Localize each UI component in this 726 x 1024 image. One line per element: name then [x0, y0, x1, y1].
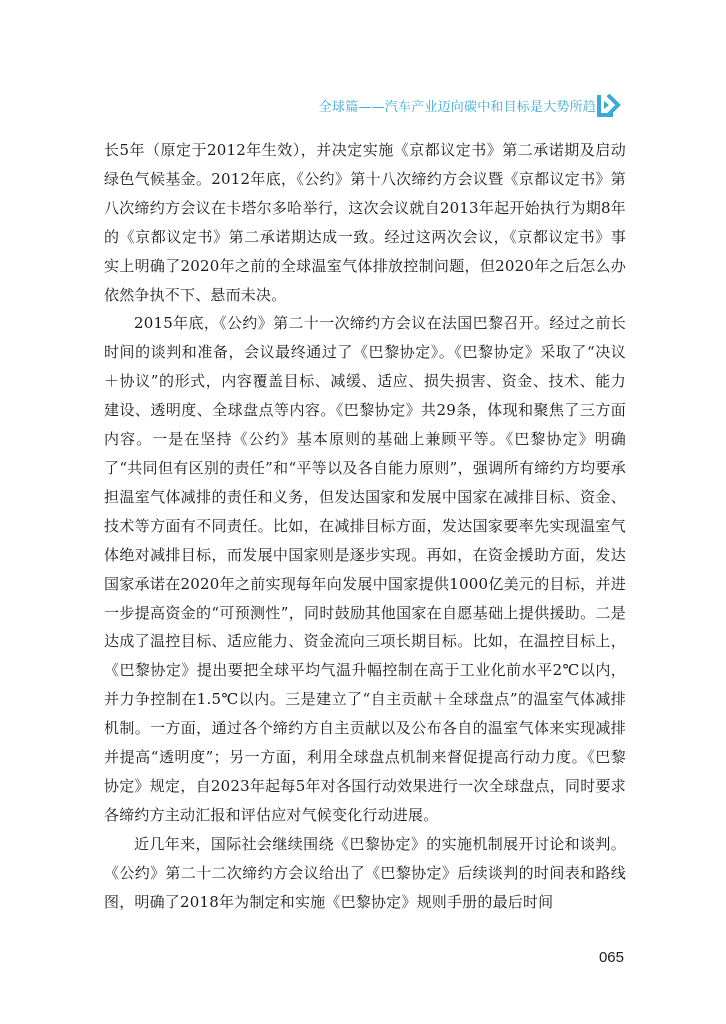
body-paragraph-1: 长5年（原定于2012年生效），并决定实施《京都议定书》第二承诺期及启动绿色气候基金。2012年底，《公约》第十八次缔约方会议暨《京都议定书》第八次缔约方会议在卡塔尔多哈举行，这次会议就自2013年起开始执行为期8年的《京都议定书》第二承诺期达成一致。经过这两次会议，《京都议定书》事实上明确了2020年之前的全球温室气体排放控制问题，但2020年之后怎么办依然争执不下、悬而未决。 — [104, 141, 626, 304]
running-header — [0, 92, 726, 118]
page-body — [104, 136, 626, 916]
page-number: 065 — [598, 949, 624, 966]
chapter-arrow-logo-icon — [596, 92, 624, 118]
body-paragraph-3: 近几年来，国际社会继续围绕《巴黎协定》的实施机制展开讨论和谈判。《公约》第二十二次缔约方会议给出了《巴黎协定》后续谈判的时间表和路线图，明确了2018年为制定和实施《巴黎协定》规则手册的最后时间 — [104, 834, 626, 911]
running-header-title: 全球篇——汽车产业迈向碳中和目标是大势所趋 — [318, 100, 596, 115]
body-paragraph-2: 2015年底，《公约》第二十一次缔约方会议在法国巴黎召开。经过之前长时间的谈判和准备，会议最终通过了《巴黎协定》。《巴黎协定》采取了“决议＋协议”的形式，内容覆盖目标、减缓、适应、损失损害、资金、技术、能力建设、透明度、全球盘点等内容。《巴黎协定》共29条，体现和聚焦了三方面内容。一是在坚持《公约》基本原则的基础上兼顾平等。《巴黎协定》明确了“共同但有区别的责任”和“平等以及各自能力原则”，强调所有缔约方均要承担温室气体减排的责任和义务，但发达国家和发展中国家在减排目标、资金、技术等方面有不同责任。比如，在减排目标方面，发达国家要率先实现温室气体绝对减排目标，而发展中国家则是逐步实现。再如，在资金援助方面，发达国家承诺在2020年之前实现每年向发展中国家提供1000亿美元的目标，并进一步提高资金的“可预测性”，同时鼓励其他国家在自愿基础上提供援助。二是达成了温控目标、适应能力、资金流向三项长期目标。比如，在温控目标上，《巴黎协定》提出要把全球平均气温升幅控制在高于工业化前水平2℃以内，并力争控制在1.5℃以内。三是建立了“自主贡献＋全球盘点”的温室气体减排机制。一方面，通过各个缔约方自主贡献以及公布各自的温室气体来实现减排并提高“透明度”；另一方面，利用全球盘点机制来督促提高行动力度。《巴黎协定》规定，自2023年起每5年对各国行动效果进行一次全球盘点，同时要求各缔约方主动汇报和评估应对气候变化行动进展。 — [104, 314, 626, 824]
